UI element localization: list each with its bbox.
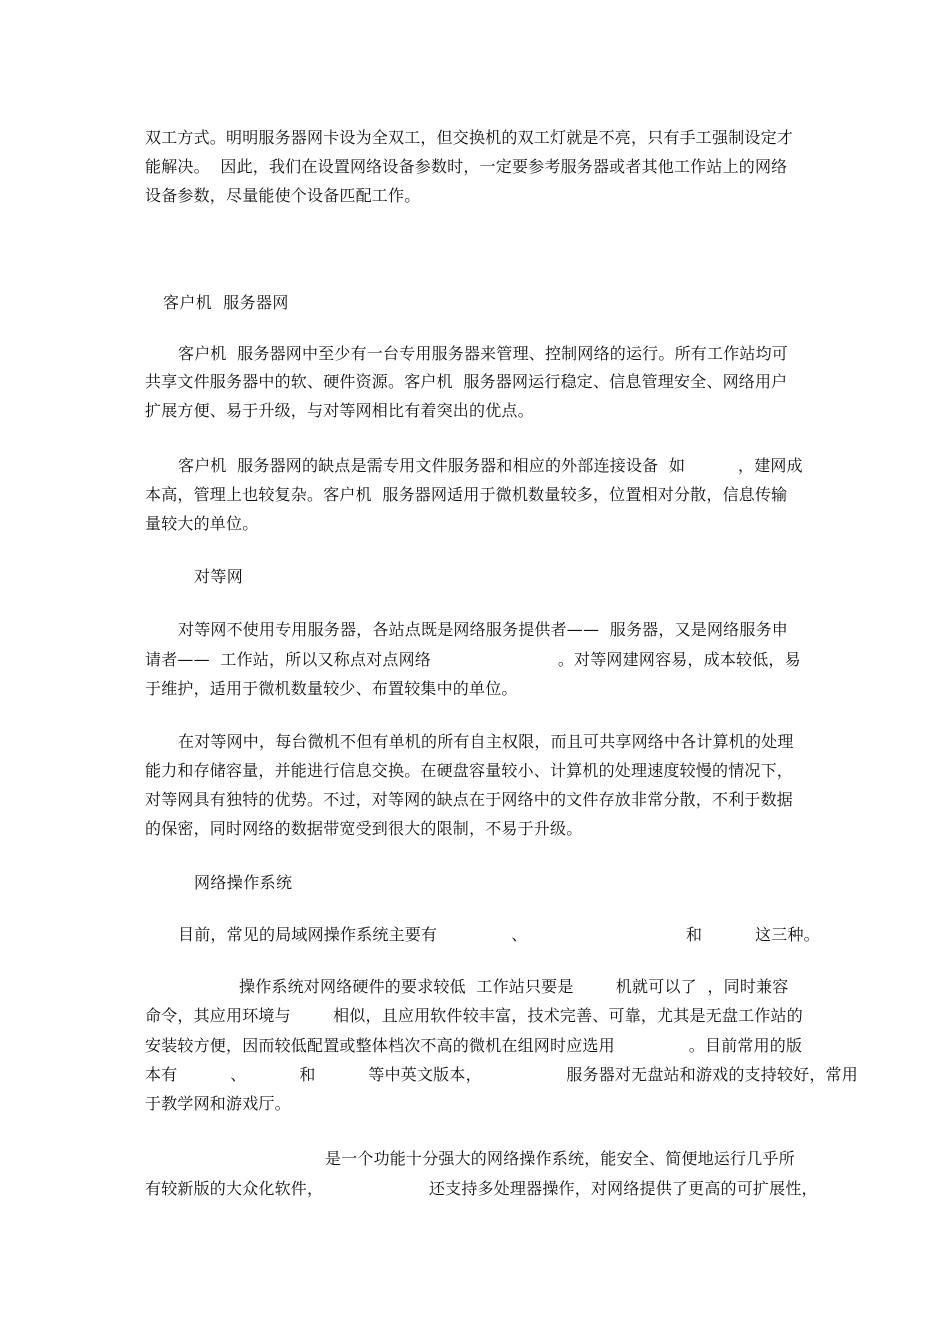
text-line: 命令，其应用环境与 相似，且应用软件较丰富，技术完善、可靠，尤其是无盘工作站的 — [145, 1006, 803, 1025]
text-line: 客户机 服务器网中至少有一台专用服务器来管理、控制网络的运行。所有工作站均可 — [178, 344, 788, 363]
text-line: 在对等网中，每台微机不但有单机的所有自主权限，而且可共享网络中各计算机的处理 — [178, 732, 794, 751]
text-line: 双工方式。明明服务器网卡设为全双工，但交换机的双工灯就是不亮，只有手工强制设定才 — [145, 128, 794, 147]
text-line: 本高，管理上也较复杂。客户机 服务器网适用于微机数量较多，位置相对分散，信息传输 — [145, 485, 788, 504]
text-line: 于维护，适用于微机数量较少、布置较集中的单位。 — [145, 679, 518, 698]
section-heading: 网络操作系统 — [194, 873, 293, 892]
text-line: 是一个功能十分强大的网络操作系统，能安全、简便地运行几乎所 — [325, 1149, 795, 1168]
text-line: 客户机 服务器网的缺点是需专用文件服务器和相应的外部连接设备 如 ，建网成 — [178, 456, 803, 475]
text-line: 对等网具有独特的优势。不过，对等网的缺点在于网络中的文件存放非常分散，不利于数据 — [145, 790, 794, 809]
text-line: 于教学网和游戏厅。 — [145, 1094, 291, 1113]
section-heading: 客户机 服务器网 — [163, 293, 289, 312]
text-line: 目前，常见的局域网操作系统主要有 、 和 这三种。 — [178, 925, 820, 944]
text-line: 设备参数，尽量能使个设备匹配工作。 — [145, 186, 421, 205]
text-line: 的保密，同时网络的数据带宽受到很大的限制，不易于升级。 — [145, 819, 583, 838]
text-line: 扩展方便、易于升级，与对等网相比有着突出的优点。 — [145, 401, 534, 420]
text-line: 能解决。 因此，我们在设置网络设备参数时，一定要参考服务器或者其他工作站上的网络 — [145, 157, 788, 176]
section-heading: 对等网 — [194, 567, 244, 586]
text-line: 有较新版的大众化软件， 还支持多处理器操作，对网络提供了更高的可扩展性， — [145, 1179, 818, 1198]
text-line: 共享文件服务器中的软、硬件资源。客户机 服务器网运行稳定、信息管理安全、网络用户 — [145, 372, 788, 391]
text-line: 安装较方便，因而较低配置或整体档次不高的微机在组网时应选用 。目前常用的版 — [145, 1036, 803, 1055]
text-line: 操作系统对网络硬件的要求较低 工作站只要是 机就可以了 ，同时兼容 — [239, 977, 789, 996]
text-line: 量较大的单位。 — [145, 514, 259, 533]
text-line: 对等网不使用专用服务器，各站点既是网络服务提供者—— 服务器，又是网络服务申 — [178, 620, 788, 639]
text-line: 能力和存储容量，并能进行信息交换。在硬盘容量较小、计算机的处理速度较慢的情况下， — [145, 761, 794, 780]
text-line: 请者—— 工作站，所以又称点对点网络 。对等网建网容易，成本较低，易 — [145, 650, 801, 669]
text-line: 本有 、 和 等中英文版本， 服务器对无盘站和游戏的支持较好，常用 — [145, 1065, 858, 1084]
